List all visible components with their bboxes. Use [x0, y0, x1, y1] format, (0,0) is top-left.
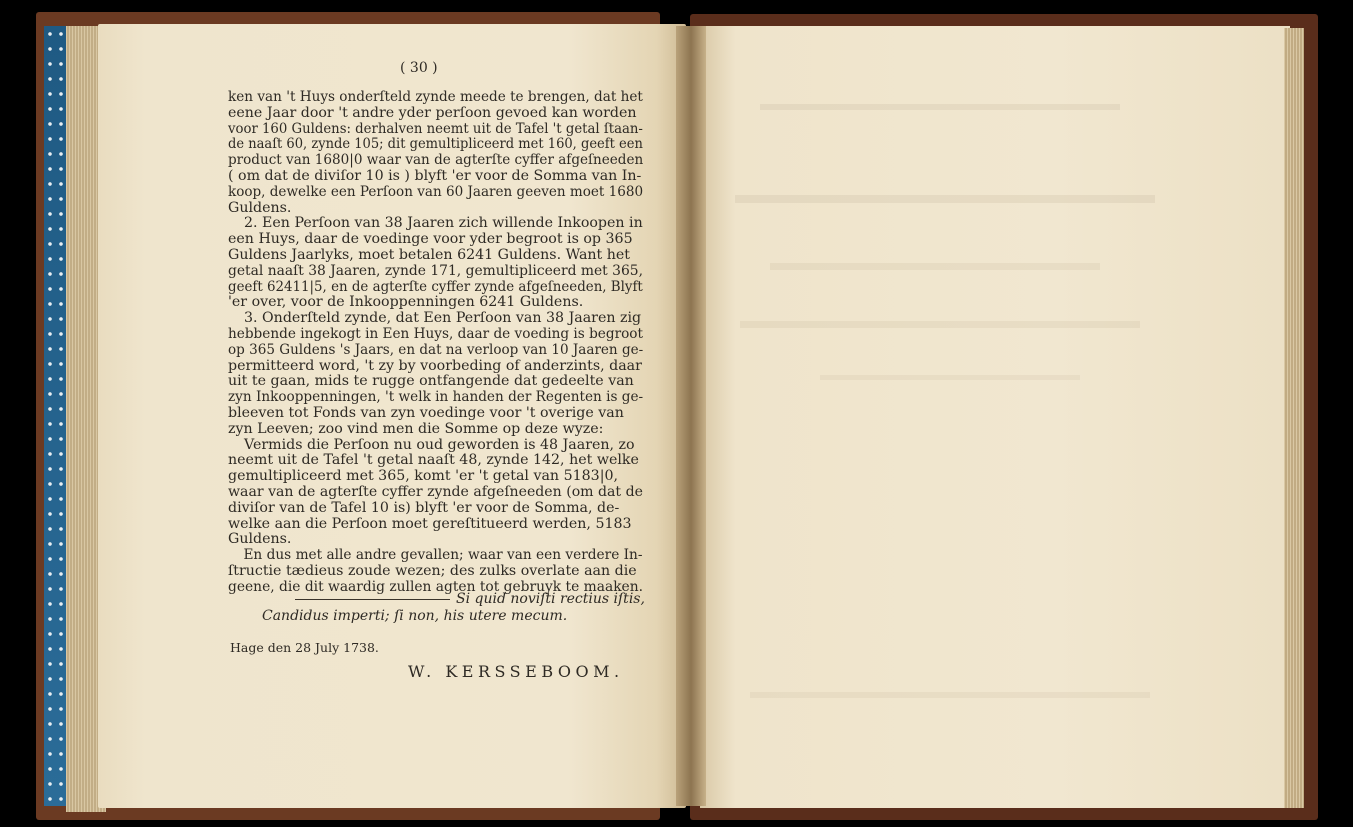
text-line: diviſor van de Tafel 10 is) blyft 'er voor de Somma, de-	[228, 499, 620, 516]
text-line: bleeven tot Fonds van zyn voedinge voor 't overige van	[228, 404, 624, 421]
text-line: zyn Leeven; zoo vind men die Somme op deze wyze:	[228, 420, 604, 437]
text-line: permitteerd word, 't zy by voorbeding of anderzints, daar	[228, 357, 642, 374]
text-line: een Huys, daar de voedinge voor yder begroot is op 365	[228, 231, 633, 248]
text-line: voor 160 Guldens: derhalven neemt uit de Tafel 't getal ſtaan-	[228, 120, 643, 137]
text-line: geeft 62411|5, en de agterſte cyffer zynde afgeſneeden, Blyft	[228, 278, 643, 295]
text-line: waar van de agterſte cyffer zynde afgeſneeden (om dat de	[228, 483, 643, 500]
motto-rule	[295, 599, 450, 600]
text-line: gemultipliceerd met 365, komt 'er 't getal van 5183|0,	[228, 468, 619, 485]
text-line: koop, dewelke een Perſoon van 60 Jaaren geeven moet 1680	[228, 183, 644, 200]
text-line: Vermids die Perſoon nu oud geworden is 48 Jaaren, zo	[244, 436, 635, 453]
text-line: hebbende ingekogt in Een Huys, daar de voeding is begroot	[228, 325, 643, 342]
text-line: welke aan die Perſoon moet gereſtitueerd werden, 5183	[228, 515, 632, 532]
text-line: ( om dat de diviſor 10 is ) blyft 'er voor de Somma van In-	[228, 167, 642, 184]
text-line: zyn Inkooppenningen, 't welk in handen der Regenten is ge-	[228, 389, 644, 406]
text-line: uit te gaan, mids te rugge ontfangende dat gedeelte van	[228, 373, 634, 390]
signature: W. KERSSEBOOM.	[408, 662, 624, 681]
bleed-through-mark	[735, 165, 1155, 203]
text-line: product van 1680|0 waar van de agterſte cyffer afgeſneeden	[228, 152, 644, 169]
text-line: Guldens.	[228, 531, 292, 548]
text-line: getal naaſt 38 Jaaren, zynde 171, gemultipliceerd met 365,	[228, 262, 643, 279]
text-line: 'er over, voor de Inkooppenningen 6241 Guldens.	[228, 294, 584, 311]
text-line: Guldens Jaarlyks, moet betalen 6241 Guldens. Want het	[228, 246, 631, 263]
text-line: geene, die dit waardig zullen agten tot gebruyk te maaken.	[228, 578, 644, 595]
bleed-through-mark	[750, 670, 1150, 698]
text-line: ſtructie tædieus zoude wezen; des zulks overlate aan die	[228, 562, 637, 579]
text-line: Guldens.	[228, 199, 292, 216]
bleed-through-mark	[770, 235, 1100, 270]
bleed-through-mark	[820, 355, 1080, 380]
marbled-endpaper	[44, 26, 66, 806]
bleed-through-mark	[740, 295, 1140, 328]
text-line: 3. Onderſteld zynde, dat Een Perſoon van 38 Jaaren zig	[244, 310, 642, 327]
book-gutter	[676, 26, 706, 806]
text-line: eene Jaar door 't andre yder perſoon gevoed kan worden	[228, 104, 637, 121]
text-line: 2. Een Perſoon van 38 Jaaren zich willende Inkoopen in	[244, 215, 643, 232]
motto-line-2: Candidus imperti; ſi non, his utere mecum.	[262, 608, 568, 624]
motto-line-1: Si quid noviſti rectius iſtis,	[456, 591, 645, 607]
right-page-edges	[1284, 28, 1304, 808]
body-text	[228, 90, 643, 596]
text-line: op 365 Guldens 's Jaars, en dat na verloop van 10 Jaaren ge-	[228, 341, 644, 358]
text-line: ken van 't Huys onderſteld zynde meede te brengen, dat het	[228, 89, 643, 105]
dateline: Hage den 28 July 1738.	[230, 640, 379, 655]
bleed-through-mark	[760, 80, 1120, 110]
text-line: de naaſt 60, zynde 105; dit gemultipliceerd met 160, geeft een	[228, 136, 643, 153]
text-line: neemt uit de Tafel 't getal naaſt 48, zynde 142, het welke	[228, 452, 639, 469]
text-line: En dus met alle andre gevallen; waar van een verdere In-	[243, 547, 643, 564]
page-number: ( 30 )	[400, 60, 438, 76]
